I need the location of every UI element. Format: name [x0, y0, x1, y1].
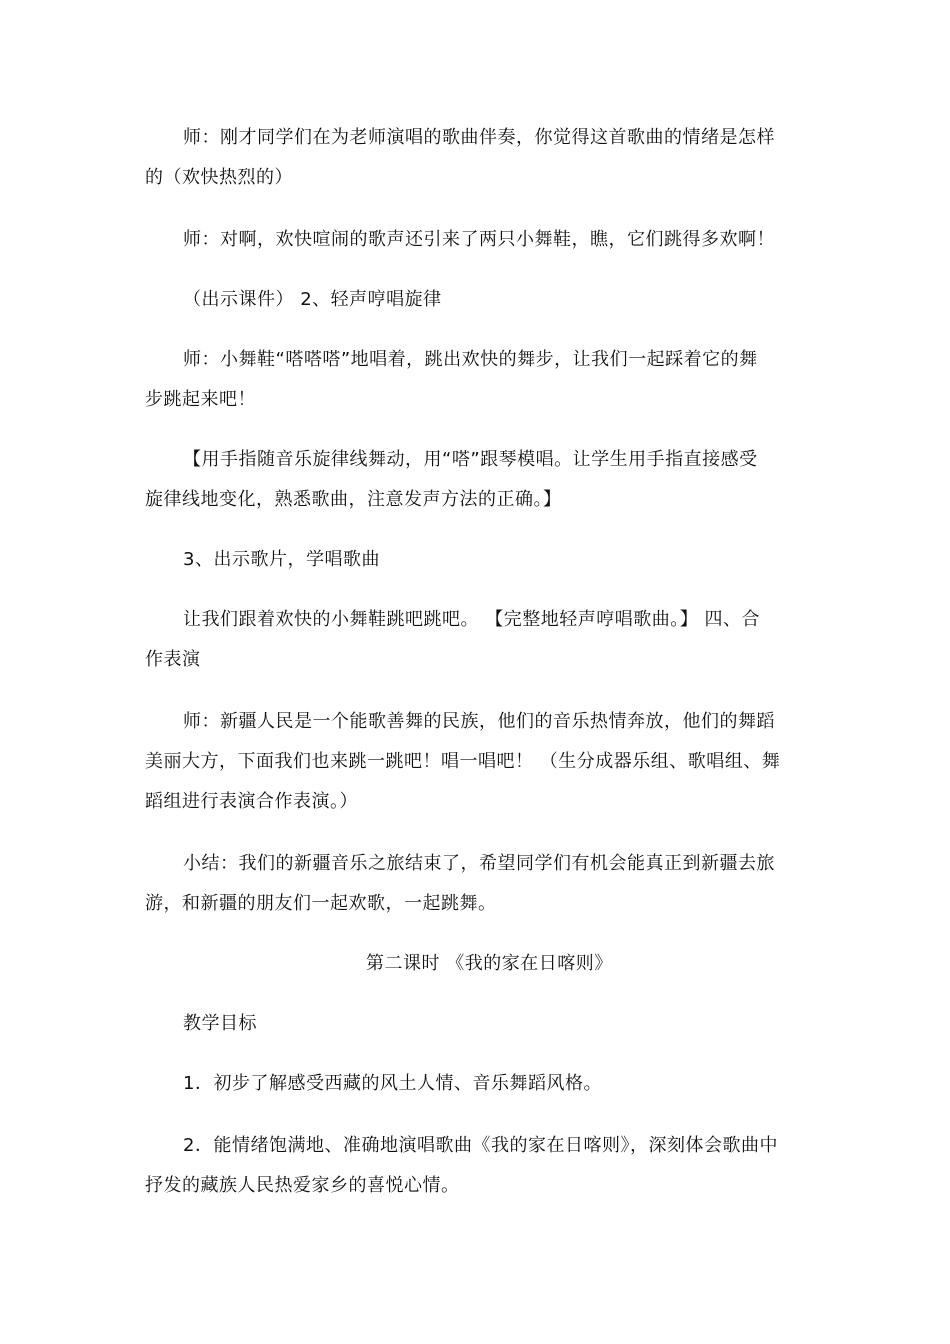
paragraph-line: 美丽大方，下面我们也来跳一跳吧！唱一唱吧！ （生分成器乐组、歌唱组、舞	[145, 751, 781, 772]
paragraph-line: 步跳起来吧！	[145, 389, 256, 410]
paragraph-line: 作表演	[145, 649, 201, 670]
paragraph-line: 师：小舞鞋“嗒嗒嗒”地唱着，跳出欢快的舞步，让我们一起踩着它的舞	[183, 349, 758, 370]
paragraph-line: （出示课件） 2、轻声哼唱旋律	[183, 289, 442, 310]
paragraph-line: 2．能情绪饱满地、准确地演唱歌曲《我的家在日喀则》，深刻体会歌曲中	[183, 1135, 778, 1156]
paragraph-line: 蹈组进行表演合作表演。）	[145, 791, 358, 812]
paragraph-line: 旋律线地变化，熟悉歌曲，注意发声方法的正确。】	[145, 489, 562, 510]
paragraph-line: 师：刚才同学们在为老师演唱的歌曲伴奏，你觉得这首歌曲的情绪是怎样	[183, 127, 775, 148]
paragraph-line: 1．初步了解感受西藏的风土人情、音乐舞蹈风格。	[183, 1073, 602, 1094]
section-heading: 第二课时 《我的家在日喀则》	[366, 953, 613, 974]
paragraph-line: 师：新疆人民是一个能歌善舞的民族，他们的音乐热情奔放，他们的舞蹈	[183, 711, 775, 732]
paragraph-line: 让我们跟着欢快的小舞鞋跳吧跳吧。 【完整地轻声哼唱歌曲。】 四、合	[183, 609, 760, 630]
paragraph-line: 游，和新疆的朋友们一起欢歌，一起跳舞。	[145, 893, 497, 914]
paragraph-line: 小结：我们的新疆音乐之旅结束了，希望同学们有机会能真正到新疆去旅	[183, 853, 775, 874]
paragraph-line: 抒发的藏族人民热爱家乡的喜悦心情。	[145, 1175, 460, 1196]
paragraph-line: 教学目标	[183, 1013, 257, 1034]
paragraph-line: 的（欢快热烈的）	[145, 167, 293, 188]
paragraph-line: 【用手指随音乐旋律线舞动，用“嗒”跟琴模唱。让学生用手指直接感受	[183, 449, 758, 470]
paragraph-line: 师：对啊，欢快喧闹的歌声还引来了两只小舞鞋，瞧，它们跳得多欢啊！	[183, 229, 775, 250]
paragraph-line: 3、出示歌片，学唱歌曲	[183, 549, 380, 570]
